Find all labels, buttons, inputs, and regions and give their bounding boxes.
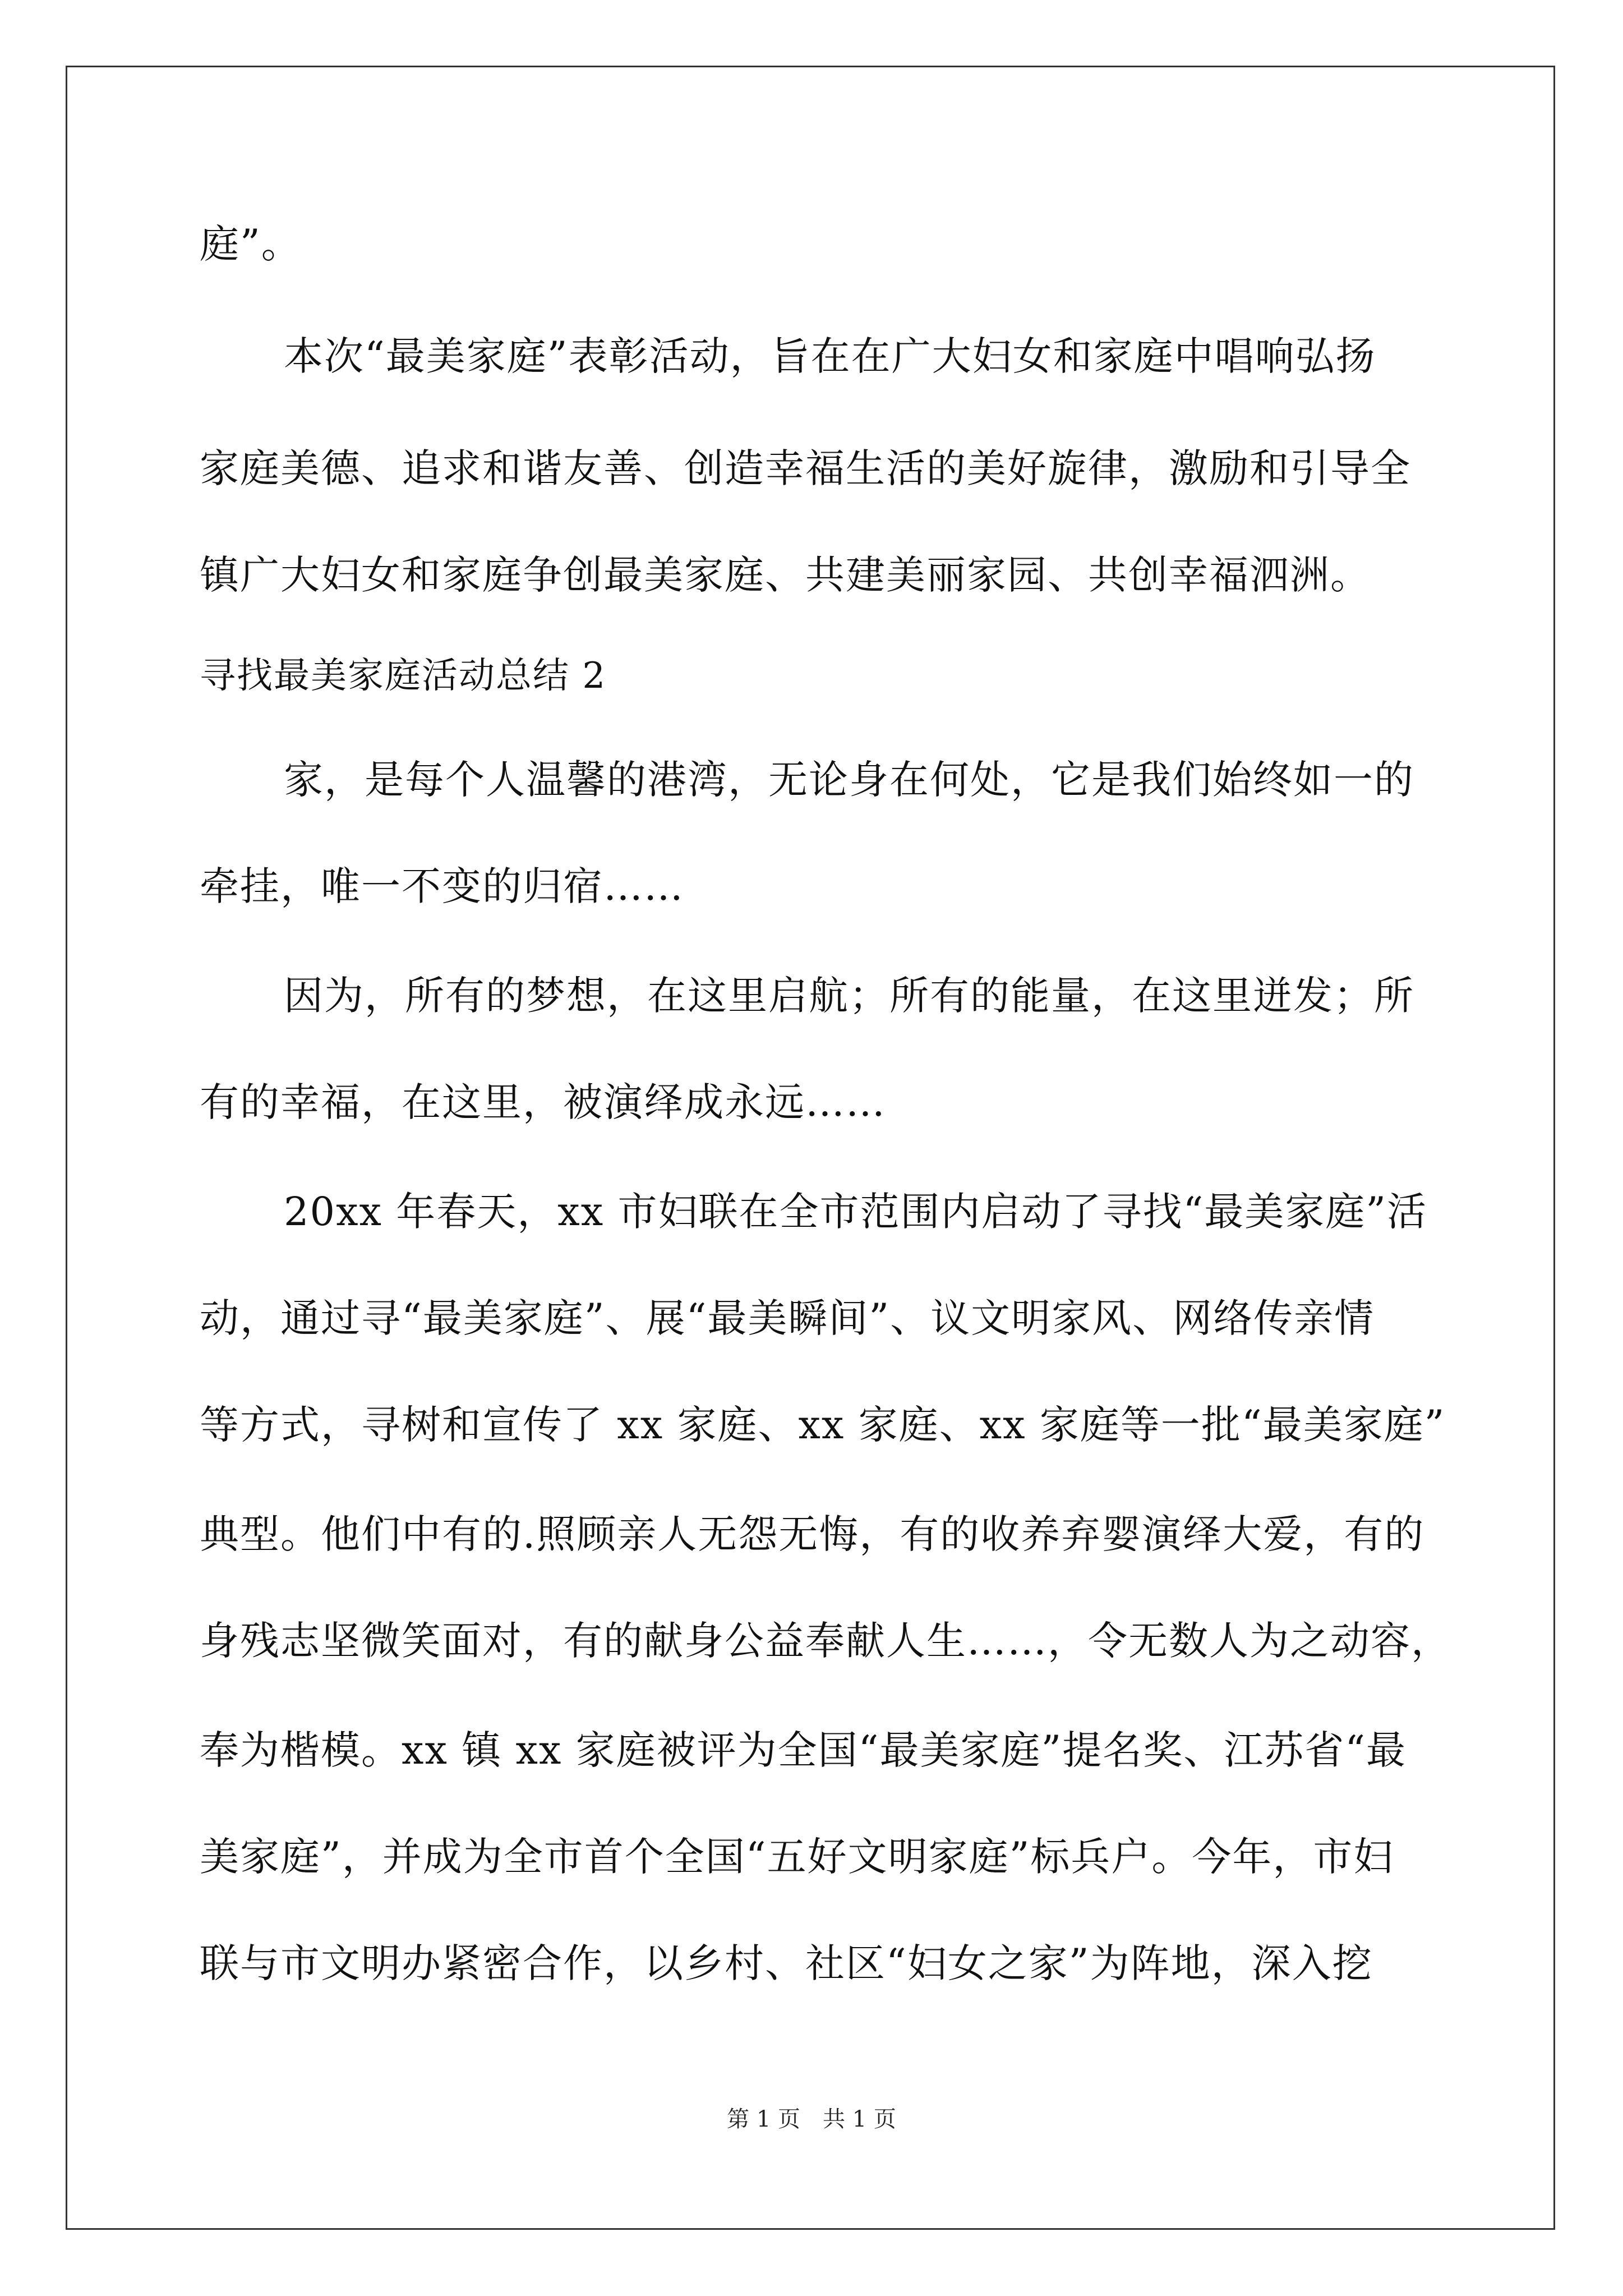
- paragraph-line: 家庭美德、追求和谐友善、创造幸福生活的美好旋律，激励和引导全: [200, 445, 1411, 491]
- paragraph-line: 奉为楷模。xx 镇 xx 家庭被评为全国“最美家庭”提名奖、江苏省“最: [200, 1727, 1407, 1773]
- page-border: [66, 66, 1555, 2230]
- paragraph-line: 有的幸福，在这里，被演绎成永远……: [200, 1079, 886, 1125]
- paragraph-line: 典型。他们中有的.照顾亲人无怨无悔，有的收养弃婴演绎大爱，有的: [200, 1511, 1425, 1557]
- paragraph-line: 庭”。: [200, 221, 302, 267]
- paragraph-line: 身残志坚微笑面对，有的献身公益奉献人生……，令无数人为之动容，: [200, 1618, 1451, 1664]
- paragraph-line: 美家庭”，并成为全市首个全国“五好文明家庭”标兵户。今年，市妇: [200, 1834, 1394, 1880]
- paragraph-line: 20xx 年春天，xx 市妇联在全市范围内启动了寻找“最美家庭”活: [284, 1189, 1428, 1235]
- paragraph-line: 等方式，寻树和宣传了 xx 家庭、xx 家庭、xx 家庭等一批“最美家庭”: [200, 1402, 1446, 1448]
- page-footer: [0, 2102, 1623, 2136]
- paragraph-line: 动，通过寻“最美家庭”、展“最美瞬间”、议文明家风、网络传亲情: [200, 1295, 1375, 1341]
- paragraph-line: 镇广大妇女和家庭争创最美家庭、共建美丽家园、共创幸福泗洲。: [200, 552, 1371, 598]
- paragraph-line: 因为，所有的梦想，在这里启航；所有的能量，在这里迸发；所: [284, 973, 1414, 1019]
- paragraph-line: 联与市文明办紧密合作，以乡村、社区“妇女之家”为阵地，深入挖: [200, 1940, 1373, 1986]
- paragraph-line: 本次“最美家庭”表彰活动，旨在在广大妇女和家庭中唱响弘扬: [284, 333, 1376, 379]
- section-heading: 寻找最美家庭活动总结 2: [200, 655, 607, 697]
- paragraph-line: 家，是每个人温馨的港湾，无论身在何处，它是我们始终如一的: [284, 757, 1414, 803]
- page-total: 共 1 页: [823, 2106, 896, 2132]
- page-number: 第 1 页: [727, 2106, 800, 2132]
- paragraph-line: 牵挂，唯一不变的归宿……: [200, 863, 684, 909]
